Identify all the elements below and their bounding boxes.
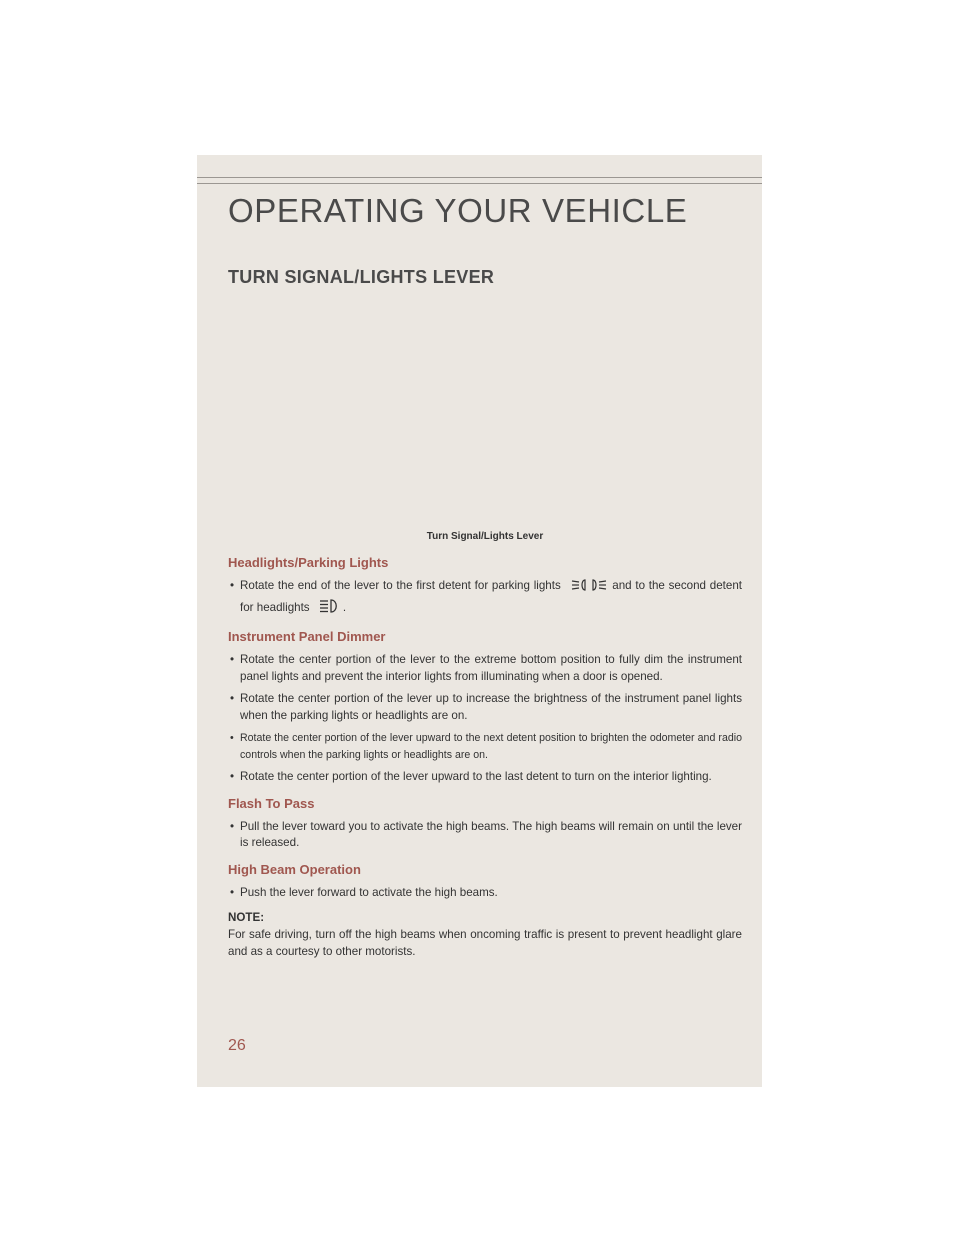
header-rule-bottom	[197, 183, 762, 184]
section-title: OPERATING YOUR VEHICLE	[228, 192, 688, 229]
content-body	[228, 555, 742, 960]
page-number: 26	[228, 1037, 246, 1054]
parking-lights-icon	[571, 578, 607, 598]
list-headlights	[228, 578, 742, 619]
header-rule-top	[197, 177, 762, 178]
note-text: For safe driving, turn off the high beams when oncoming traffic is present to prevent headlight glare and as a courtesy to other motorists.	[228, 928, 742, 958]
subheading-high-beam: High Beam Operation	[228, 861, 361, 877]
headlight-icon	[319, 598, 341, 620]
note-label: NOTE:	[228, 911, 265, 924]
subheading-flash-to-pass: Flash To Pass	[228, 795, 315, 811]
subheading-dimmer: Instrument Panel Dimmer	[228, 629, 386, 644]
list-item: • Pull the lever toward you to activate the high beams. The high beams will remain on until the lever is released.	[228, 819, 742, 852]
figure-image	[228, 300, 742, 530]
list-item-text: Rotate the end of the lever to the first detent for parking lights	[240, 579, 561, 592]
list-high-beam	[228, 885, 742, 902]
list-flash-to-pass	[228, 819, 742, 852]
figure-caption: Turn Signal/Lights Lever	[426, 531, 544, 542]
manual-page	[197, 155, 762, 1087]
list-item: • Push the lever forward to activate the high beams.	[228, 885, 742, 902]
list-dimmer	[228, 652, 742, 786]
page-heading: TURN SIGNAL/LIGHTS LEVER	[228, 267, 495, 287]
list-item: • Rotate the center portion of the lever upward to the next detent position to brighten the odometer and radio controls when the parking lights or headlights are on.	[228, 730, 742, 763]
list-item: • Rotate the center portion of the lever up to increase the brightness of the instrument panel lights when the parking lights or headlights are on.	[228, 691, 742, 724]
subheading-headlights: Headlights/Parking Lights	[228, 555, 389, 570]
list-item-text: .	[342, 600, 347, 614]
list-item: • Rotate the center portion of the lever to the extreme bottom position to fully dim the instrument panel lights and prevent the interior lights from illuminating when a door is opened.	[228, 652, 742, 685]
list-item-text: and to the second detent for headlights	[240, 579, 742, 614]
list-item: • Rotate the center portion of the lever upward to the last detent to turn on the interior lighting.	[228, 769, 742, 786]
list-item	[228, 578, 742, 619]
